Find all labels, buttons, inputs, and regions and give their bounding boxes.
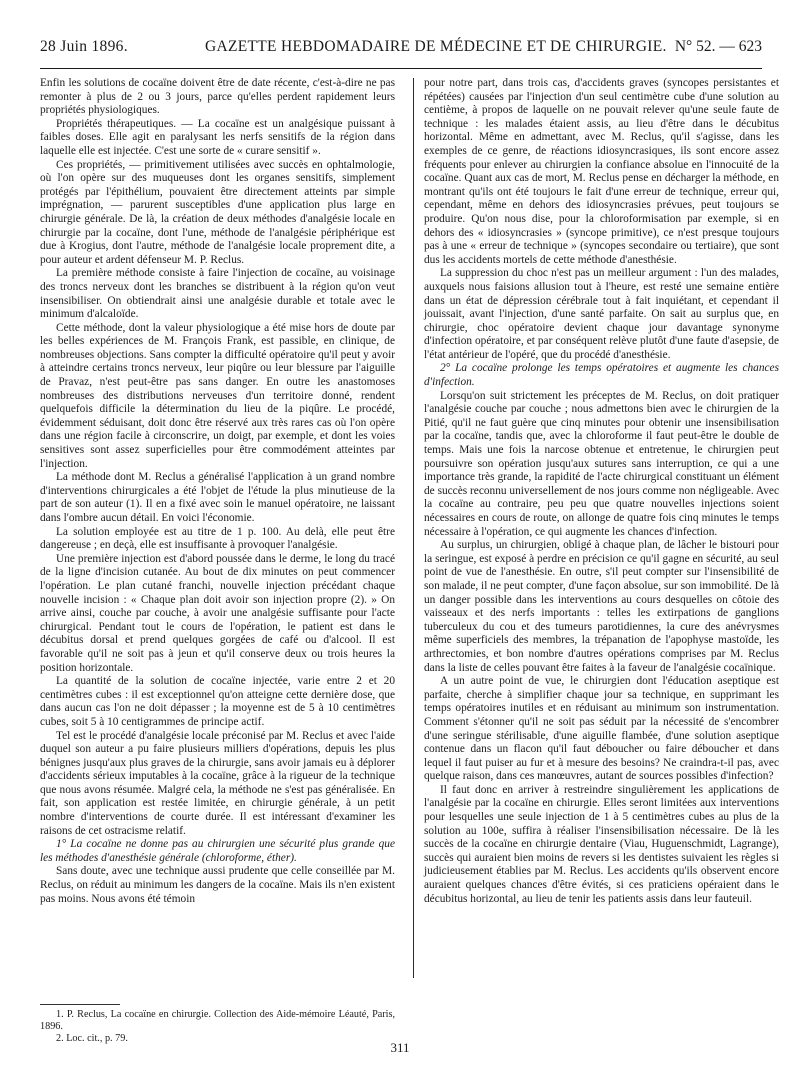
footnote: 1. P. Reclus, La cocaïne en chirurgie. Collection des Aide-mémoire Léauté, Paris, 1896. <box>40 1009 395 1033</box>
paragraph: La méthode dont M. Reclus a généralisé l'application à un grand nombre d'interventions chirurgicales a été l'objet de l'étude la plus minutieuse de la part de son auteur (1). Il en a fixé avec soin le manuel opératoire, ne laissant dans l'ombre aucun détail. En voici l'économie. <box>40 471 395 524</box>
paragraph: Tel est le procédé d'analgésie locale préconisé par M. Reclus et avec l'aide duquel son auteur a pu faire plusieurs milliers d'opérations, depuis les plus bénignes jusqu'aux plus graves de la chirurgie, sans avoir jamais eu à déplorer d'accidents sérieux imputables à la cocaïne, grâce à la rigueur de la technique que nous avons résumée. Malgré cela, la méthode ne s'est pas généralisée. En fait, son application est restée limitée, en chirurgie générale, à un petit nombre d'interventions de courte durée. Il est intéressant d'examiner les raisons de cet ostracisme relatif. <box>40 729 395 837</box>
paragraph: Sans doute, avec une technique aussi prudente que celle conseillée par M. Reclus, on réduit au minimum les dangers de la cocaïne. Mais ils n'en existent pas moins. Nous avons été témoin <box>40 865 395 905</box>
paragraph: Au surplus, un chirurgien, obligé à chaque plan, de lâcher le bistouri pour la seringue, est exposé à perdre en précision ce qu'il gagne en sécurité, au seul point de vue de l'anesthésie. En outre, s'il peut compter sur l'insensibilité de son malade, il ne peut compter, d'une façon absolue, sur son immobilité. De là un danger possible dans les interventions au cours desquelles on côtoie des vaisseaux et des nerfs importants : telles les extirpations de ganglions tuberculeux du cou et des tumeurs parotidiennes, la cure des anévrysmes même superficiels des membres, la trépanation de l'apophyse mastoïde, les arthrectomies, et bon nombre d'autres opérations comprises par M. Reclus dans la liste de celles pouvant être faites à la faveur de l'analgésie cocaïnique. <box>424 539 779 674</box>
issue-date: 28 Juin 1896. <box>40 38 128 55</box>
footnote-separator <box>40 1004 120 1005</box>
paragraph: Cette méthode, dont la valeur physiologique a été mise hors de doute par les belles expériences de M. François Frank, est passible, en clinique, de nombreuses objections. Sans compter la difficulté opératoire qu'il peut y avoir à atteindre certains troncs nerveux, leur piqûre ou leur blessure par l'aiguille de Pravaz, n'est peut-être pas sans danger. En outre les anastomoses nombreuses des distributions nerveuses d'un territoire donné, rendent quelquefois difficile la détermination du lieu de la piqûre. Le procédé, évidemment séduisant, doit donc être réservé aux très rares cas où l'on opère dans une région facile à circonscrire, un doigt, par exemple, et dont les voies sensitives sont assez superficielles pour être commodément atteintes par l'injection. <box>40 321 395 470</box>
column-divider <box>413 78 414 978</box>
paragraph: La suppression du choc n'est pas un meilleur argument : l'un des malades, auxquels nous faisions allusion tout à l'heure, est resté une semaine entière dans un état de dépression cérébrale tout à fait inquiétant, et cependant il jouissait, avant l'injection, d'une santé parfaite. On sait au surplus que, en chirurgie, choc opératoire devient chaque jour davantage synonyme d'infection opératoire, et par conséquent relève plutôt d'une faute d'asepsie, de l'état antérieur de l'opéré, que du procédé d'anesthésie. <box>424 267 779 361</box>
running-header <box>40 38 762 66</box>
issue-number-page: N° 52. — 623 <box>674 38 762 55</box>
section-heading: 1° La cocaïne ne donne pas au chirurgien une sécurité plus grande que les méthodes d'anesthésie générale (chloroforme, éther). <box>40 838 395 864</box>
left-column <box>40 77 395 906</box>
paragraph: Lorsqu'on suit strictement les préceptes de M. Reclus, on doit pratiquer l'analgésie couche par couche ; nous admettons bien avec le chirurgien de la Pitié, qu'il ne faut guère que cinq minutes pour obtenir une insensibilisation par la cocaïne, tandis que, avec la chloroforme il faut peut-être le double de temps. Mais une fois la narcose obtenue et entretenue, le chirurgien peut poursuivre son opération jusqu'aux sutures sans interruption, ce qui a une importance très grande, la rapidité de l'acte chirurgical constituant un élément de succès reconnu universellement de nos jours comme non négligeable. Avec la cocaïne au contraire, peu peu que quatre nouvelles injections soient nécessaires en cours de route, on allonge de quatre fois cinq minutes le temps nécessaire à l'opération, ce qui augmente les chances d'infection. <box>424 389 779 538</box>
paragraph: Enfin les solutions de cocaïne doivent être de date récente, c'est-à-dire ne pas remonter à plus de 2 ou 3 jours, parce qu'elles perdent rapidement leurs propriétés physiologiques. <box>40 77 395 117</box>
header-rule <box>40 68 762 69</box>
paragraph: pour notre part, dans trois cas, d'accidents graves (syncopes persistantes et répétées) causées par l'injection d'un seul centimètre cube d'une solution au centième, à propos de laquelle on ne pouvait relever qu'une seule faute de technique : les malades étaient assis, au lieu d'être dans le décubitus horizontal. Même en admettant, avec M. Reclus, qu'il s'agisse, dans les exemples de ce genre, de réactions idiosyncrasiques, ils sont encore assez fréquents pour enlever au chirurgien la confiance absolue en l'innocuité de la cocaïne. Quant aux cas de mort, M. Reclus pense en décharger la méthode, en montrant qu'ils ont été toujours le fait d'une erreur de technique, erreur qui, cependant, même en dehors des idiosyncrasies prévues, peut toujours se produire. Qu'on nous dise, pour la chloroformisation par exemple, si en dehors des « idiosyncrasies » (syncope primitive), ce n'est presque toujours pas à une « erreur de technique » (syncopes secondaire ou tertiaire), que sont dus les accidents mortels de cette méthode d'anesthésie. <box>424 77 779 266</box>
paragraph: La quantité de la solution de cocaïne injectée, varie entre 2 et 20 centimètres cubes : il est exceptionnel qu'on atteigne cette dernière dose, que dans aucun cas l'on ne doit dépasser ; la moyenne est de 5 à 10 centimètres cubes, soit 5 à 10 centigrammes de principe actif. <box>40 675 395 728</box>
paragraph: Propriétés thérapeutiques. — La cocaïne est un analgésique puissant à faibles doses. Elle agit en paralysant les nerfs sensitifs de la région dans laquelle elle est injectée. C'est une sorte de « curare sensitif ». <box>40 117 395 157</box>
section-heading: 2° La cocaïne prolonge les temps opératoires et augmente les chances d'infection. <box>424 362 779 389</box>
footnote: 2. Loc. cit., p. 79. <box>56 1033 128 1045</box>
paragraph: Une première injection est d'abord poussée dans le derme, le long du tracé de la ligne d'incision cutanée. Au bout de dix minutes on peut commencer l'opération. Le plan cutané franchi, nouvelle injection précédant chaque nouvelle incision : « Chaque plan doit avoir son injection propre (2). » On arrive ainsi, couche par couche, à avoir une analgésie suffisante pour l'acte chirurgical. Pendant tout le cours de l'opération, le patient est dans le décubitus dorsal et prend quelques gorgées de café ou d'alcool. Il est favorable qu'il ne soit pas à jeun et qu'il conserve deux ou trois heures la position horizontale. <box>40 552 395 674</box>
page-folio: 311 <box>390 1040 410 1055</box>
paragraph: La solution employée est au titre de 1 p. 100. Au delà, elle peut être dangereuse ; en deçà, elle est insuffisante à provoquer l'analgésie. <box>40 525 395 552</box>
paragraph: A un autre point de vue, le chirurgien dont l'éducation aseptique est parfaite, cherche à simplifier chaque jour sa technique, en supprimant les temps opératoires inutiles et en réduisant au minimum son instrumentation. Comment s'étonner qu'il ne soit pas séduit par la nécessité de s'encombrer d'une seringue stérilisable, d'une aiguille flambée, d'une solution aseptique contenue dans un flacon qu'il faut déboucher ou faire déboucher et dans lequel il faut puiser au fur et à mesure des besoins? Ne craindra-t-il pas, avec quelque raison, dans ces manœuvres, autant de sources possibles d'infection? <box>424 675 779 783</box>
paragraph: Il faut donc en arriver à restreindre singulièrement les applications de l'analgésie par la cocaïne en chirurgie. Elles seront limitées aux interventions pour lesquelles une seule injection de 1 à 5 centimètres cubes au plus de la solution au 100e, suffira à réaliser l'insensibilisation nécessaire. De là les succès de la cocaïne en chirurgie dentaire (Viau, Huguenschmidt, Lagrange), succès qui auraient bien moins de revers si les dentistes suivaient les règles si judicieusement établies par M. Reclus. Les accidents qu'ils observent encore auraient quelques chances d'être évités, si ces praticiens opéraient dans le décubitus horizontal, au lieu de tenir les patients assis dans leur fauteuil. <box>424 783 779 905</box>
right-column <box>424 77 779 906</box>
paragraph: Ces propriétés, — primitivement utilisées avec succès en ophtalmologie, où l'on opère sur des muqueuses dont les organes sensitifs, simplement protégés par l'épithélium, pouvaient être directement atteints par simple imprégnation, — parurent susceptibles d'une application plus large en chirurgie générale. De là, la création de deux méthodes d'analgésie locale en chirurgie par la cocaïne, dont l'une, méthode de l'analgésie périphérique est due à Krogius, dont l'autre, méthode de l'analgésie locale proprement dite, a pour auteur et ardent défenseur M. P. Reclus. <box>40 158 395 266</box>
paragraph: La première méthode consiste à faire l'injection de cocaïne, au voisinage des troncs nerveux dont les branches se distribuent à la région qu'on veut insensibiliser. On obtiendrait ainsi une analgésie durable et totale avec le minimum d'alcaloïde. <box>40 267 395 321</box>
journal-title: GAZETTE HEBDOMADAIRE DE MÉDECINE ET DE CHIRURGIE. <box>205 38 667 55</box>
